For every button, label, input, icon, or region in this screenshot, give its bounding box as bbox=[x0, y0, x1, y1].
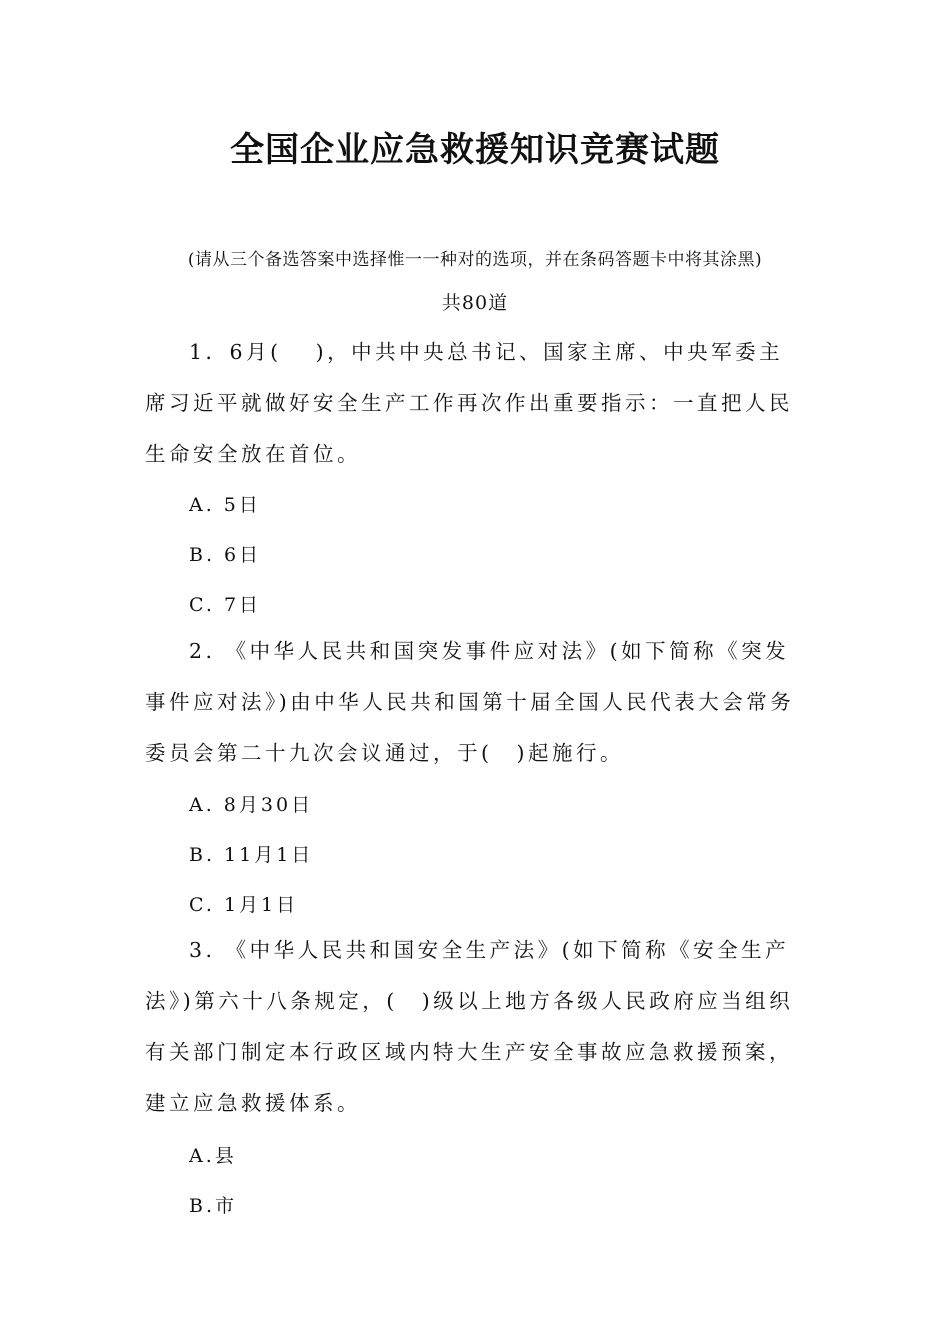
option-c: C. 7日 bbox=[189, 594, 262, 616]
option-a: A. 8月30日 bbox=[189, 794, 314, 816]
option-b: B.市 bbox=[189, 1195, 238, 1217]
question-text: 2. 《中华人民共和国突发事件应对法》(如下简称《突发事件应对法》)由中华人民共和国第十届全国人民代表大会常务委员会第二十九次会议通过，于( )起施行。 bbox=[145, 639, 795, 765]
option-a: A. 5日 bbox=[189, 494, 261, 516]
question-text: 3. 《中华人民共和国安全生产法》(如下简称《安全生产法》)第六十八条规定，( )级以上地方各级人民政府应当组织有关部门制定本行政区域内特大生产安全事故应急救援预案，建立应急救援体系。 bbox=[145, 938, 794, 1115]
option-a: A.县 bbox=[189, 1145, 237, 1167]
question-text: 1．6月( )，中共中央总书记、国家主席、中央军委主席习近平就做好安全生产工作再次作出重要指示：一直把人民生命安全放在首位。 bbox=[145, 340, 793, 466]
option-b: B. 11月1日 bbox=[189, 844, 314, 866]
question-count: 共80道 bbox=[441, 292, 509, 314]
option-b: B. 6日 bbox=[189, 544, 262, 566]
answer-instruction: (请从三个备选答案中选择惟一一种对的选项，并在条码答题卡中将其涂黑) bbox=[187, 250, 763, 270]
option-c: C. 1月1日 bbox=[189, 894, 299, 916]
document-title: 全国企业应急救援知识竞赛试题 bbox=[230, 130, 720, 170]
